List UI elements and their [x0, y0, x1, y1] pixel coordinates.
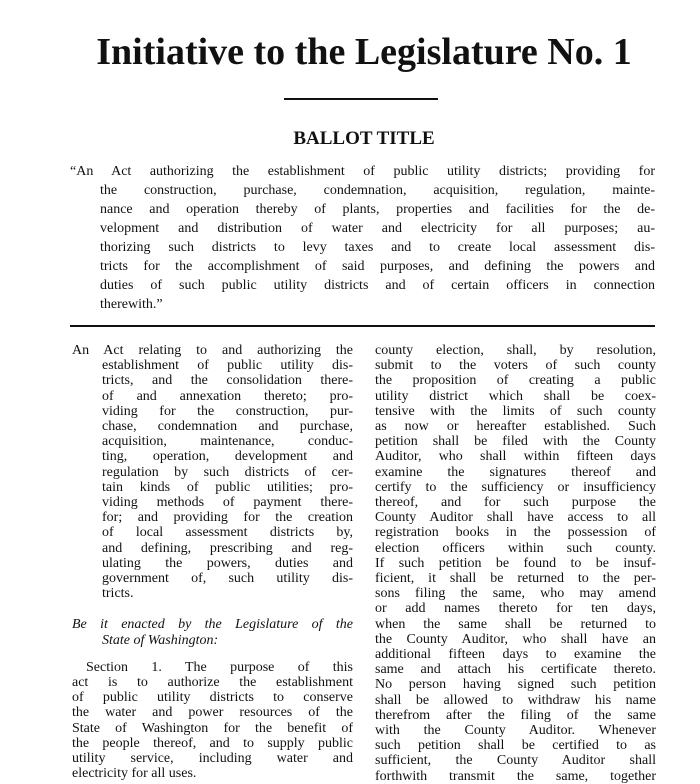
body-line: with the County Auditor. Whenever [375, 723, 656, 739]
body-line: as now or hereafter established. Such [375, 419, 656, 435]
enacting-clause-line: Be it enacted by the Legislature of the [72, 617, 353, 633]
body-line: sons filing the same, who may amend [375, 586, 656, 602]
act-line: ting, operation, development and [102, 449, 353, 465]
section-line: electricity for all uses. [72, 766, 197, 782]
section-line: utility service, including water and [72, 751, 353, 767]
enacting-clause-line: State of Washington: [102, 632, 219, 648]
title-divider [284, 98, 438, 100]
body-line: such petition shall be certified to as [375, 738, 656, 754]
act-line: tricts. [102, 586, 134, 602]
section-line: the people thereof, and to supply public [72, 735, 353, 751]
body-line: examine the signatures thereof and [375, 464, 656, 480]
body-line: forthwith transmit the same, together [375, 768, 656, 784]
body-line: therefrom after the filing of the same [375, 707, 656, 723]
body-line: submit to the voters of such county [375, 358, 656, 374]
section-line: State of Washington for the benefit of [72, 720, 353, 736]
body-line: petition shall be filed with the County [375, 434, 656, 450]
body-line: If such petition be found to be insuf- [375, 555, 656, 571]
ballot-title-text [70, 162, 655, 314]
act-line: viding for the construction, pur- [102, 403, 353, 419]
body-line: when the same shall be returned to [375, 616, 656, 632]
act-line: for; and providing for the creation [102, 510, 353, 526]
act-line: establishment of public utility dis- [102, 358, 353, 374]
body-line: the proposition of creating a public [375, 373, 656, 389]
act-line: regulation by such districts of cer- [102, 464, 353, 480]
left-column [72, 343, 353, 781]
body-line: ficient, it shall be returned to the per- [375, 571, 656, 587]
ballot-line: duties of such public utility districts and of certain officers in connection [100, 278, 655, 293]
act-line: chase, condemnation and purchase, [102, 419, 353, 435]
act-line: tricts, and the consolidation there- [102, 373, 353, 389]
body-line: tensive with the limits of such county [375, 403, 656, 419]
right-column [375, 343, 656, 784]
body-line: shall be allowed to withdraw his name [375, 692, 656, 708]
section-divider [70, 325, 655, 327]
body-line: county election, shall, by resolution, [375, 343, 656, 358]
body-line: County Auditor shall have access to all [375, 510, 656, 526]
act-line: government of, such utility dis- [102, 571, 353, 587]
act-line: viding methods of payment there- [102, 495, 353, 511]
body-line: certify to the sufficiency or insufficiency [375, 479, 656, 495]
body-line: the County Auditor, who shall have an [375, 631, 656, 647]
act-line: tain kinds of public utilities; pro- [102, 479, 353, 495]
ballot-line: nance and operation thereby of plants, properties and facilities for the de- [100, 202, 655, 217]
section-line: of public utility districts to conserve [72, 690, 353, 706]
spacer [72, 601, 353, 617]
section-line: the water and power resources of the [72, 705, 353, 721]
section-line: Section 1. The purpose of this [86, 659, 353, 675]
body-line: additional fifteen days to examine the [375, 647, 656, 663]
body-line: election officers within such county. [375, 540, 656, 556]
body-line: Auditor, who shall within fifteen days [375, 449, 656, 465]
act-line: of and annexation thereto; pro- [102, 388, 353, 404]
section-line: act is to authorize the establishment [72, 675, 353, 691]
ballot-title-heading: BALLOT TITLE [293, 128, 435, 149]
ballot-line: tricts for the accomplishment of said purposes, and defining the powers and [100, 259, 655, 274]
body-line: same and attach his certificate thereto. [375, 662, 656, 678]
ballot-line: thorizing such districts to levy taxes and to create local assessment dis- [100, 240, 655, 255]
act-line: ulating the powers, duties and [102, 555, 353, 571]
act-line: acquisition, maintenance, conduc- [102, 434, 353, 450]
act-line: of local assessment districts by, [102, 525, 353, 541]
body-line: or add names thereto for ten days, [375, 601, 656, 617]
body-line: sufficient, the County Auditor shall [375, 753, 656, 769]
body-line: registration books in the possession of [375, 525, 656, 541]
body-line: thereof, and for such purpose the [375, 495, 656, 511]
body-line: utility district which shall be coex- [375, 388, 656, 404]
ballot-line: the construction, purchase, condemnation, acquisition, regulation, mainte- [100, 183, 655, 198]
ballot-line: “An Act authorizing the establishment of public utility districts; providing for [70, 164, 655, 179]
ballot-line: velopment and distribution of water and electricity for all purposes; au- [100, 221, 655, 236]
ballot-line: therewith.” [100, 297, 163, 312]
page-title: Initiative to the Legislature No. 1 [96, 31, 632, 73]
body-line: No person having signed such petition [375, 677, 656, 693]
spacer [72, 648, 353, 660]
act-line: and defining, prescribing and reg- [102, 540, 353, 556]
act-line: An Act relating to and authorizing the [72, 343, 353, 358]
